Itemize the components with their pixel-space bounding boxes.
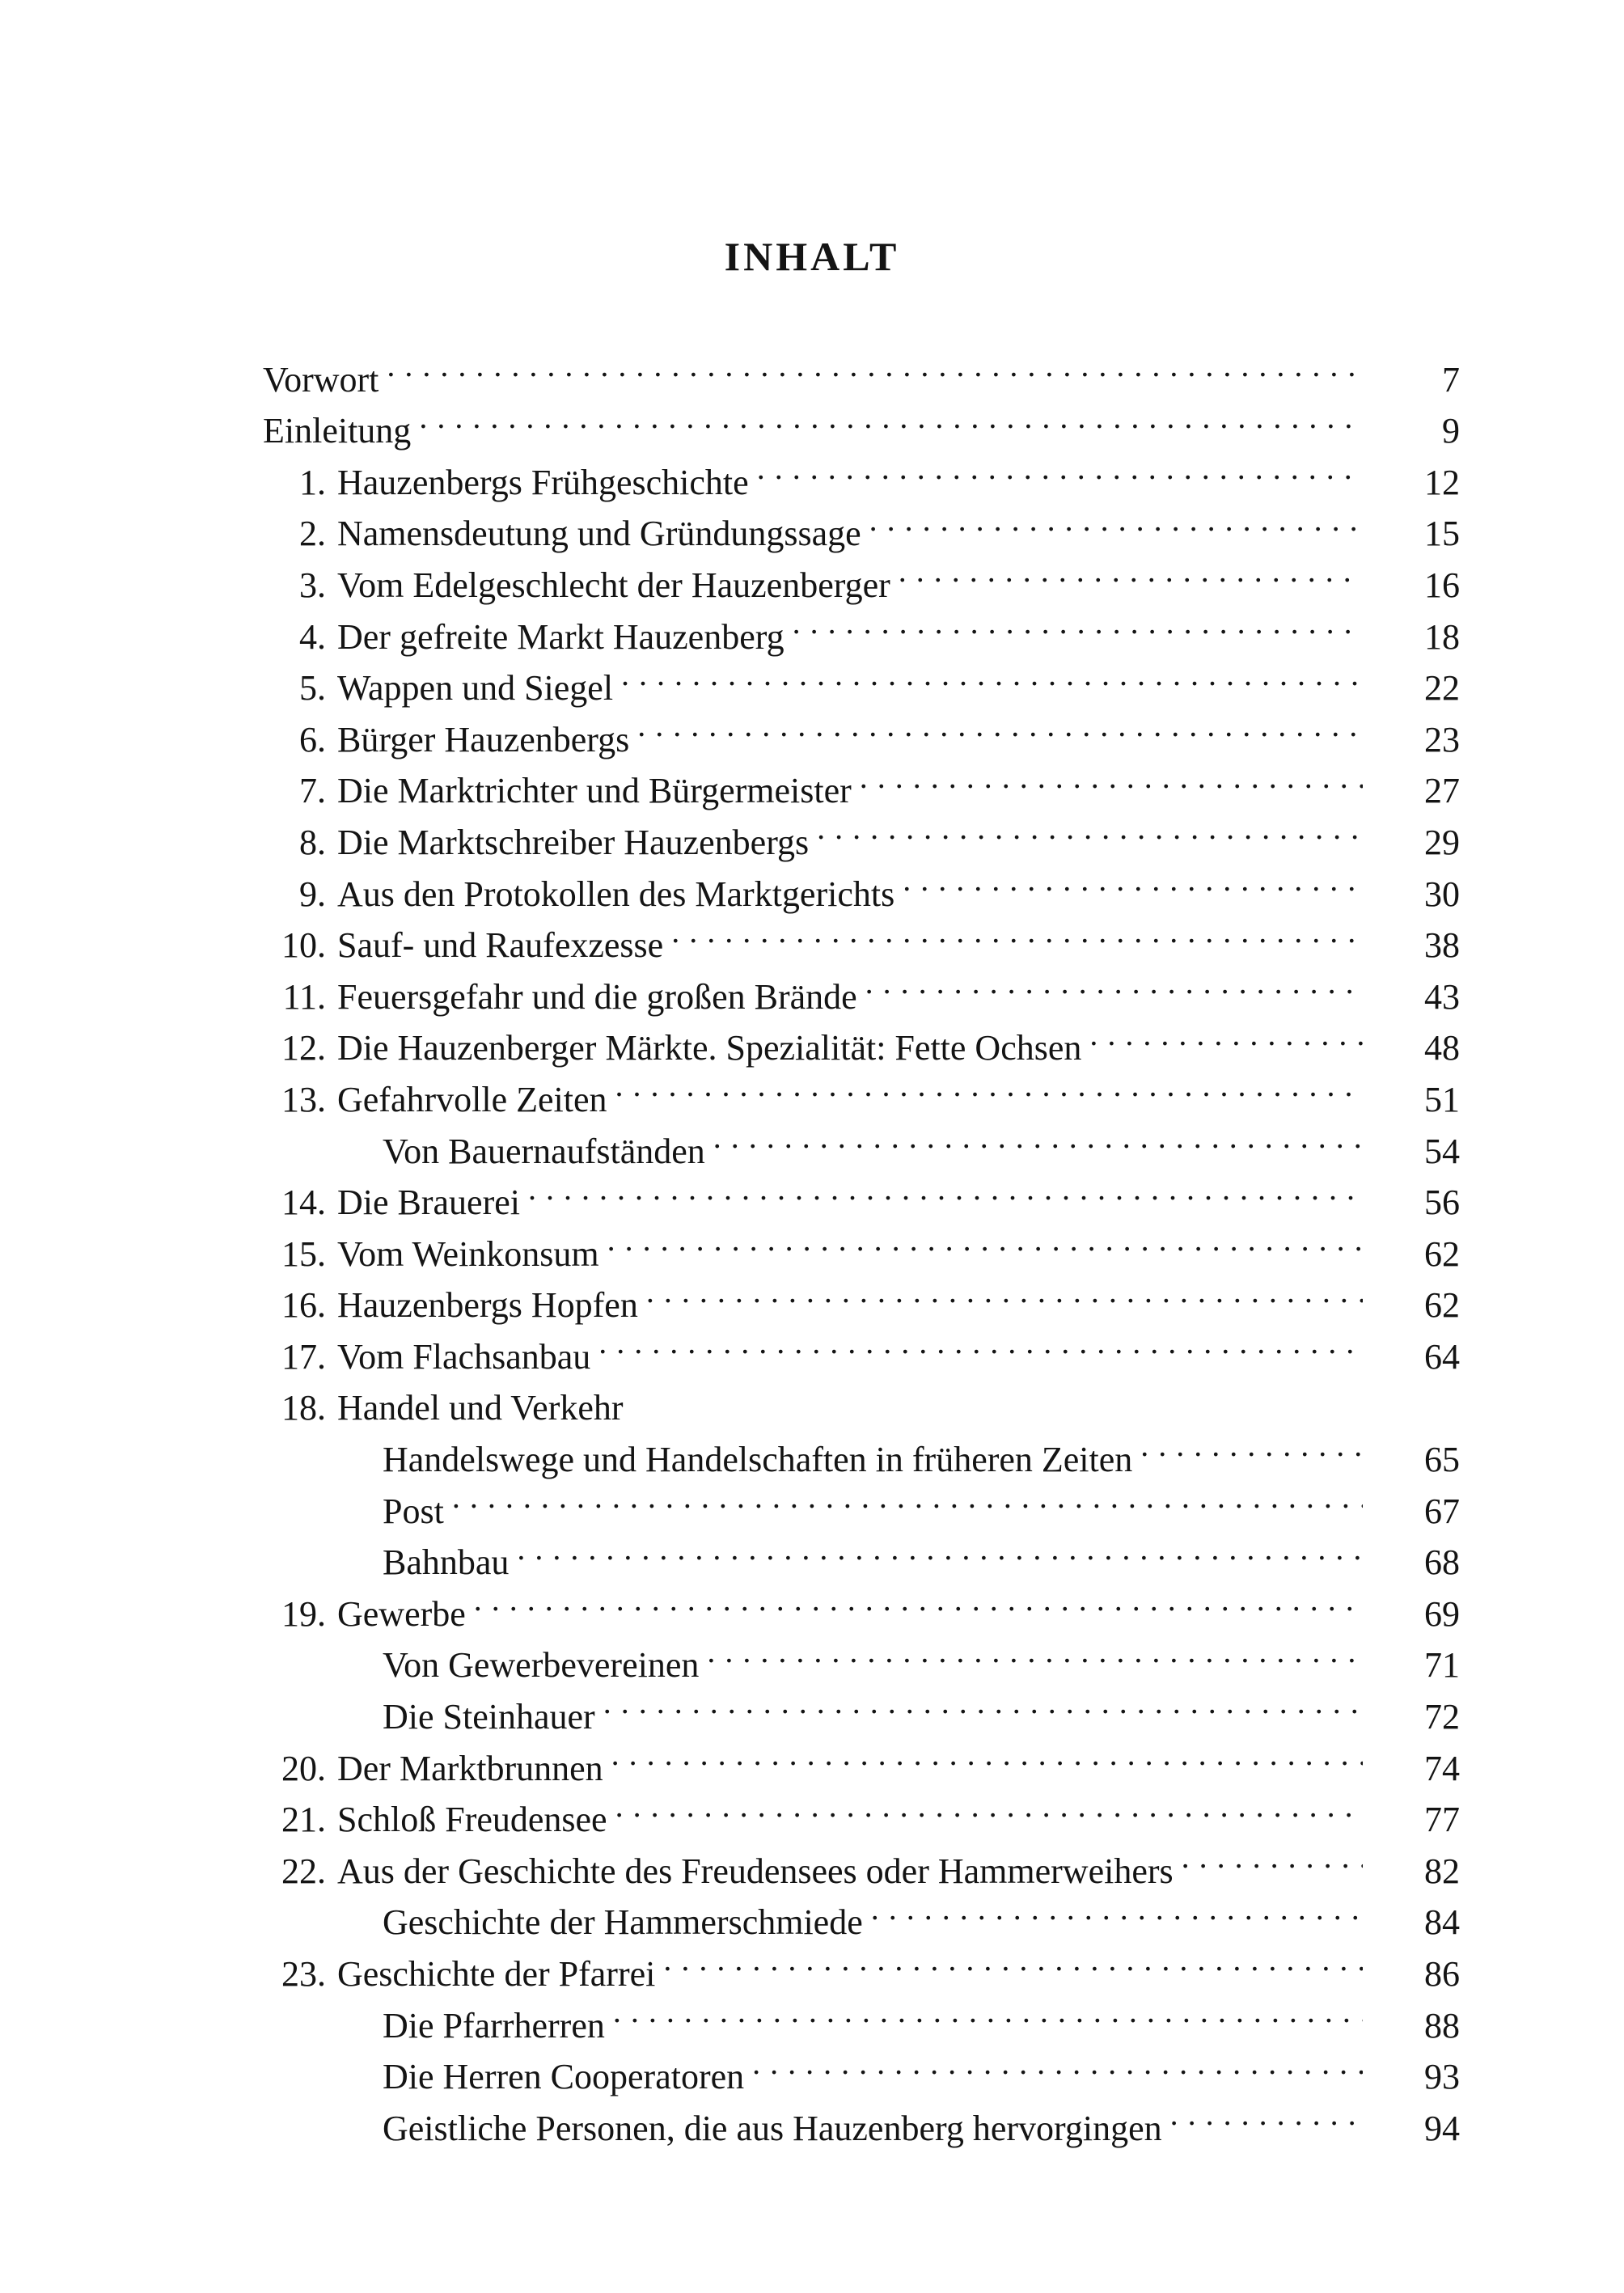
toc-entry-title: Von Gewerbevereinen [383, 1645, 700, 1686]
toc-entry-page-number: 7 [1442, 359, 1460, 400]
dot-leader [615, 1060, 1363, 1111]
toc-entry-number: 17. [281, 1336, 326, 1377]
toc-entry-title: Die Hauzenberger Märkte. Spezialität: Fette Ochsen [337, 1028, 1082, 1068]
toc-entry-page-number: 56 [1424, 1182, 1460, 1223]
dot-leader [869, 494, 1363, 546]
table-of-contents [263, 340, 1460, 2148]
toc-entry-number: 19. [281, 1593, 326, 1634]
toc-entry-title: Aus den Protokollen des Marktgerichts [337, 874, 895, 914]
toc-entry-number: 1. [299, 462, 326, 502]
toc-entry-page-number: 48 [1424, 1028, 1460, 1068]
toc-entry-page-number: 51 [1424, 1079, 1460, 1119]
toc-entry-page-number: 12 [1424, 462, 1460, 502]
toc-entry-title: Namensdeutung und Gründungssage [337, 514, 861, 554]
dot-leader [817, 802, 1363, 854]
dot-leader [713, 1111, 1363, 1163]
toc-entry-title: Post [383, 1491, 444, 1531]
page-title: INHALT [724, 233, 900, 279]
dot-leader [387, 340, 1363, 391]
toc-entry-title: Wappen und Siegel [337, 668, 614, 709]
toc-entry-number: 7. [299, 771, 326, 811]
toc-entry-number: 15. [281, 1233, 326, 1274]
toc-entry-page-number: 65 [1424, 1440, 1460, 1480]
toc-entry-page-number: 84 [1424, 1902, 1460, 1943]
toc-entry-title: Hauzenbergs Hopfen [337, 1285, 638, 1326]
dot-leader [752, 2037, 1363, 2089]
dot-leader [621, 649, 1363, 700]
dot-leader [1182, 1831, 1363, 1883]
toc-entry-page-number: 18 [1424, 616, 1460, 657]
toc-entry-number: 3. [299, 565, 326, 605]
toc-entry-page-number: 71 [1424, 1645, 1460, 1686]
toc-entry-number: 6. [299, 719, 326, 759]
dot-leader [598, 1317, 1363, 1369]
toc-entry-page-number: 29 [1424, 822, 1460, 862]
toc-entry-page-number: 62 [1424, 1285, 1460, 1326]
dot-leader [1089, 1009, 1363, 1060]
toc-entry-page-number: 68 [1424, 1542, 1460, 1583]
dot-leader [865, 957, 1363, 1009]
dot-leader [671, 906, 1363, 958]
dot-leader [611, 1728, 1363, 1780]
toc-entry-number: 10. [281, 925, 326, 966]
toc-entry-page-number: 74 [1424, 1748, 1460, 1788]
toc-entry [263, 391, 1460, 451]
toc-entry-title: Handelswege und Handelschaften in früheren Zeiten [383, 1440, 1133, 1480]
toc-entry-title: Geschichte der Pfarrei [337, 1954, 656, 1994]
dot-leader [517, 1523, 1363, 1575]
toc-entry-title: Die Brauerei [337, 1182, 520, 1223]
toc-entry-number: 8. [299, 822, 326, 862]
toc-entry-title: Der Marktbrunnen [337, 1748, 603, 1788]
toc-entry-title: Handel und Verkehr [337, 1388, 624, 1428]
toc-entry-title: Aus der Geschichte des Freudensees oder Hammerweihers [337, 1851, 1174, 1891]
toc-entry-title: Gewerbe [337, 1593, 466, 1634]
dot-leader [419, 391, 1363, 443]
dot-leader [903, 854, 1363, 906]
dot-leader [860, 751, 1363, 803]
toc-entry-page-number: 22 [1424, 668, 1460, 709]
toc-entry-number: 2. [299, 514, 326, 554]
dot-leader [663, 1934, 1363, 1986]
toc-entry-title: Die Marktschreiber Hauzenbergs [337, 822, 810, 862]
toc-entry-title: Die Marktrichter und Bürgermeister [337, 771, 852, 811]
dot-leader [899, 545, 1363, 597]
toc-entry-number: 4. [299, 616, 326, 657]
toc-entry-page-number: 93 [1424, 2057, 1460, 2097]
toc-entry-number: 5. [299, 668, 326, 709]
toc-entry-title: Vom Flachsanbau [337, 1336, 591, 1377]
dot-leader [793, 597, 1363, 649]
toc-entry-number: 23. [281, 1954, 326, 1994]
toc-entry-title: Die Pfarrherren [383, 2005, 605, 2046]
dot-leader [474, 1574, 1363, 1626]
toc-entry-title: Feuersgefahr und die großen Brände [337, 976, 857, 1017]
dot-leader [646, 1266, 1363, 1318]
toc-entry-page-number: 23 [1424, 719, 1460, 759]
toc-entry-page-number: 16 [1424, 565, 1460, 605]
dot-leader [1170, 2088, 1363, 2140]
dot-leader [615, 1780, 1363, 1832]
toc-entry-page-number: 54 [1424, 1131, 1460, 1171]
toc-entry-title: Bahnbau [383, 1542, 510, 1583]
dot-leader [603, 1677, 1363, 1728]
toc-entry-page-number: 69 [1424, 1593, 1460, 1634]
toc-entry-page-number: 94 [1424, 2108, 1460, 2148]
toc-entry-page-number: 77 [1424, 1800, 1460, 1840]
toc-entry-title: Einleitung [263, 411, 412, 451]
toc-entry-number: 12. [281, 1028, 326, 1068]
toc-entry-number: 11. [282, 976, 326, 1017]
toc-entry-title: Die Herren Cooperatoren [383, 2057, 745, 2097]
dot-leader [871, 1883, 1363, 1935]
dot-leader [452, 1471, 1363, 1523]
toc-entry-title: Die Steinhauer [383, 1697, 595, 1737]
toc-entry [263, 340, 1460, 400]
toc-entry-number: 18. [281, 1388, 326, 1428]
toc-entry-number: 21. [281, 1800, 326, 1840]
toc-entry-page-number: 38 [1424, 925, 1460, 966]
dot-leader [632, 1369, 1363, 1420]
dot-leader [528, 1163, 1363, 1215]
dot-leader [613, 1986, 1363, 2037]
toc-entry-title: Bürger Hauzenbergs [337, 719, 630, 759]
toc-entry-page-number: 72 [1424, 1697, 1460, 1737]
toc-entry-title: Geschichte der Hammerschmiede [383, 1902, 863, 1943]
dot-leader [1140, 1419, 1363, 1471]
dot-leader [757, 442, 1363, 494]
dot-leader [607, 1214, 1363, 1266]
toc-entry-number: 16. [281, 1285, 326, 1326]
toc-entry-page-number: 67 [1424, 1491, 1460, 1531]
toc-entry-page-number: 15 [1424, 514, 1460, 554]
toc-entry-page-number: 88 [1424, 2005, 1460, 2046]
dot-leader [707, 1626, 1363, 1677]
toc-entry-number: 13. [281, 1079, 326, 1119]
toc-entry-title: Vom Weinkonsum [337, 1233, 599, 1274]
toc-entry-title: Sauf- und Raufexzesse [337, 925, 664, 966]
toc-entry-number: 22. [281, 1851, 326, 1891]
toc-entry-page-number: 30 [1424, 874, 1460, 914]
toc-entry-number: 9. [299, 874, 326, 914]
toc-entry-page-number: 62 [1424, 1233, 1460, 1274]
toc-entry-number: 14. [281, 1182, 326, 1223]
toc-entry-page-number: 82 [1424, 1851, 1460, 1891]
toc-entry [263, 442, 1460, 502]
toc-entry-title: Der gefreite Markt Hauzenberg [337, 616, 785, 657]
toc-entry-title: Geistliche Personen, die aus Hauzenberg hervorgingen [383, 2108, 1162, 2148]
toc-entry-page-number: 64 [1424, 1336, 1460, 1377]
toc-entry-title: Von Bauernaufständen [383, 1131, 705, 1171]
toc-entry-title: Gefahrvolle Zeiten [337, 1079, 607, 1119]
toc-entry-page-number: 27 [1424, 771, 1460, 811]
toc-entry-title: Hauzenbergs Frühgeschichte [337, 462, 749, 502]
toc-entry-title: Vom Edelgeschlecht der Hauzenberger [337, 565, 890, 605]
toc-entry-title: Vorwort [263, 359, 379, 400]
toc-entry-title: Schloß Freudensee [337, 1800, 607, 1840]
dot-leader [637, 700, 1363, 751]
toc-entry-page-number: 9 [1442, 411, 1460, 451]
toc-entry-number: 20. [281, 1748, 326, 1788]
toc-entry-page-number: 43 [1424, 976, 1460, 1017]
toc-entry-page-number: 86 [1424, 1954, 1460, 1994]
